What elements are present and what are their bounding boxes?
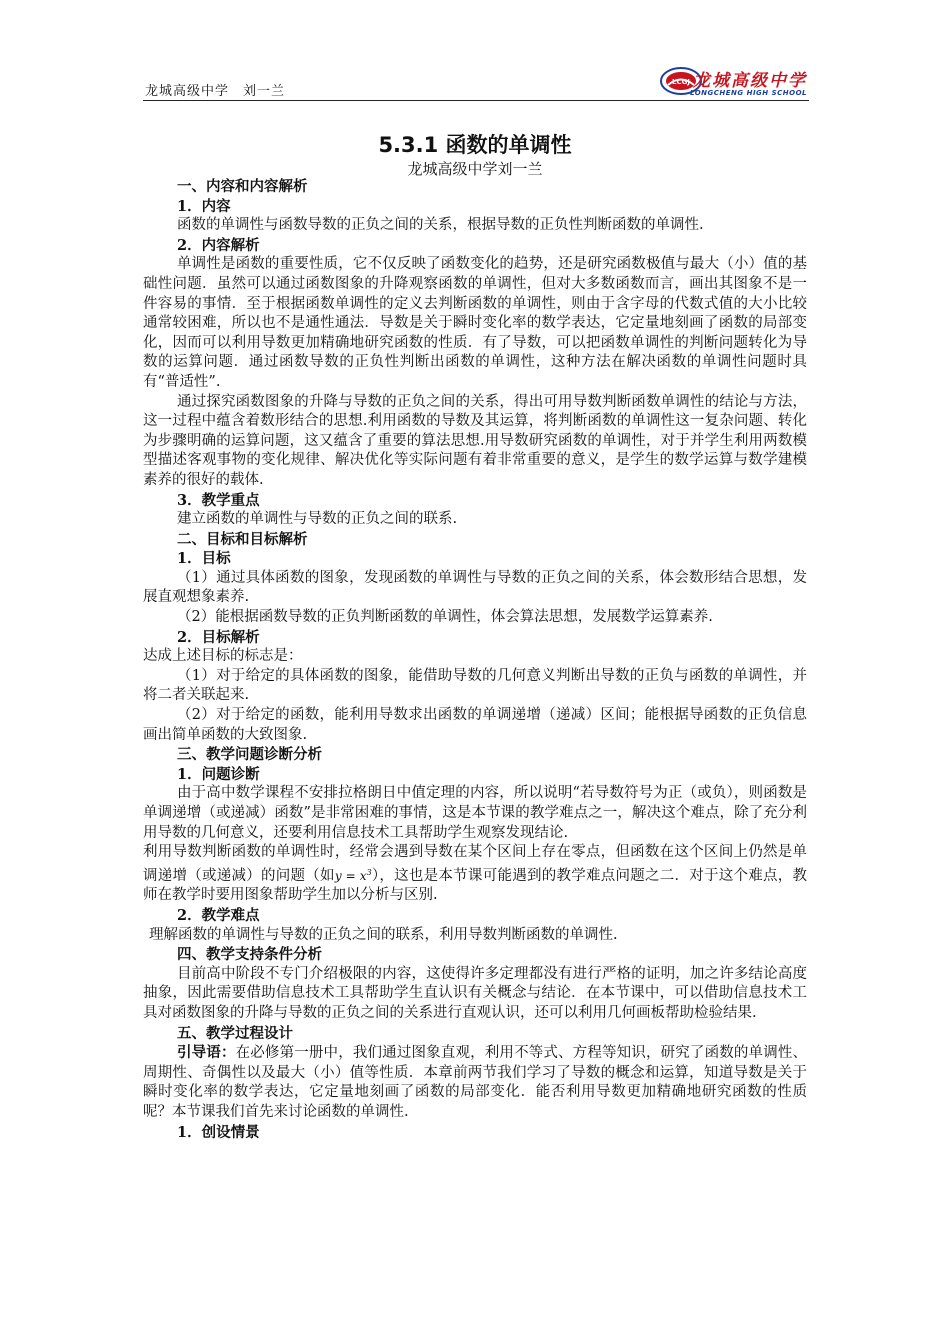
paragraph <box>143 1043 807 1122</box>
paragraph-with-formula <box>143 843 807 906</box>
header-school-author: 龙城高级中学 刘一兰 <box>145 84 286 99</box>
paragraph: 由于高中数学课程不安排拉格朗日中值定理的内容，所以说明“若导数符号为正（或负），则函数是单调递增（或递减）函数”是非常困难的事情，这是本节课的教学难点之一，解决这个难点，除了充分利用导数的几何意义，还要利用信息技术工具帮助学生观察发现结论. <box>143 785 807 841</box>
paragraph-text: ），这也是本节课可能遇到的教学难点问题之二．对于这个难点，教师在教学时要用图象帮助学生加以分析与区别. <box>143 867 808 904</box>
document-body <box>143 177 807 1142</box>
logo-english-name: LONGCHENG HIGH SCHOOL <box>690 89 807 97</box>
subsection-heading: 3．教学重点 <box>177 491 260 509</box>
section-heading: 五、教学过程设计 <box>177 1024 293 1042</box>
formula-exponent: 3 <box>366 867 372 877</box>
subsection-heading: 1．内容 <box>177 197 231 215</box>
paragraph: 理解函数的单调性与导数的正负之间的联系，利用导数判断函数的单调性. <box>149 926 618 943</box>
formula-y-equals-x-cubed <box>335 869 372 883</box>
subsection-heading: 2．内容解析 <box>177 236 260 254</box>
section-heading: 三、教学问题诊断分析 <box>177 746 322 764</box>
subsection-heading: 1．创设情景 <box>177 1123 260 1141</box>
school-logo <box>659 66 809 96</box>
logo-badge-text: LCGJ <box>672 78 690 86</box>
paragraph-text: 利用导数判断函数的单调性时，经常会遇到导数在某个区间上存在零点，但函数在这个区间上仍然是单调递增（或递减）的问题（如 <box>143 844 807 884</box>
section-heading: 四、教学支持条件分析 <box>177 946 322 964</box>
logo-chinese-name: 龙城高级中学 <box>693 71 807 91</box>
paragraph: 建立函数的单调性与导数的正负之间的联系. <box>177 511 458 528</box>
subsection-heading: 2．教学难点 <box>177 906 260 924</box>
paragraph: 通过探究函数图象的升降与导数的正负之间的关系，得出可用导数判断函数单调性的结论与方法，这一过程中蕴含着数形结合的思想.利用函数的导数及其运算，将判断函数的单调性这一复杂问题、转化为步骤明确的运算问题，这又蕴含了重要的算法思想.用导数研究函数的单调性，对于并学生利用两数模型描述客观事物的变化规律、解决优化等实际问题有着非常重要的意义，是学生的数学运算与数学建模素养的很好的载体. <box>143 393 807 488</box>
paragraph: 目前高中阶段不专门介绍极限的内容，这使得许多定理都没有进行严格的证明，加之许多结论高度抽象，因此需要借助信息技术工具帮助学生直认识有关概念与结论．在本节课中，可以借助信息技术工具对函数图象的升降与导数的正负之间的关系进行直观认识，还可以利用几何画板帮助检验结果. <box>143 965 807 1021</box>
paragraph: （2）能根据函数导数的正负判断函数的单调性，体会算法思想，发展数学运算素养. <box>177 609 713 626</box>
paragraph: （1）对于给定的具体函数的图象，能借助导数的几何意义判断出导数的正负与函数的单调性，并将二者关联起来. <box>143 667 807 704</box>
page-title: 5.3.1 函数的单调性 <box>378 133 572 157</box>
paragraph: （2）对于给定的函数，能利用导数求出函数的单调递增（递减）区间；能根据导函数的正负信息画出简单函数的大致图象. <box>143 707 807 743</box>
section-heading: 一、内容和内容解析 <box>177 178 308 195</box>
paragraph: 单调性是函数的重要性质，它不仅反映了函数变化的趋势，还是研究函数极值与最大（小）值的基础性问题．虽然可以通过函数图象的升降观察函数的单调性，但对大多数函数而言，画出其图象不是一件容易的事情．至于根据函数单调性的定义去判断函数的单调性，则由于含字母的代数式值的大小比较通常较困难，所以也不是通性通法．导数是关于瞬时变化率的数学表达，它定量地刻画了函数的局部变化，因而可以利用导数更加精确地研究函数的性质．有了导数，可以把函数单调性的判断问题转化为导数的运算问题．通过函数导数的正负性判断出函数的单调性，这种方法在解决函数的单调性问题时具有“普适性”. <box>143 256 807 390</box>
author-line: 龙城高级中学刘一兰 <box>407 160 543 178</box>
paragraph: 达成上述目标的标志是： <box>143 648 303 665</box>
subsection-heading: 1．问题诊断 <box>177 765 260 783</box>
lead-label: 引导语： <box>177 1044 236 1062</box>
lead-text: 在必修第一册中，我们通过图象直观，利用不等式、方程等知识，研究了函数的单调性、周期性、奇偶性以及最大（小）值等性质．本章前两节我们学习了导数的概念和运算，知道导数是关于瞬时变化率的数学表达，它定量地刻画了函数的局部变化．能否利用导数更加精确地研究函数的性质呢？本节课我们首先来讨论函数的单调性. <box>143 1045 808 1120</box>
paragraph: （1）通过具体函数的图象，发现函数的单调性与导数的正负之间的关系，体会数形结合思想，发展直观想象素养. <box>143 569 807 606</box>
subsection-heading: 1．目标 <box>177 550 231 568</box>
formula-text: y = x <box>334 868 367 883</box>
subsection-heading: 2．目标解析 <box>177 628 260 646</box>
paragraph: 函数的单调性与函数导数的正负之间的关系，根据导数的正负性判断函数的单调性. <box>177 217 704 234</box>
page-header <box>143 62 809 101</box>
section-heading: 二、目标和目标解析 <box>177 530 308 548</box>
